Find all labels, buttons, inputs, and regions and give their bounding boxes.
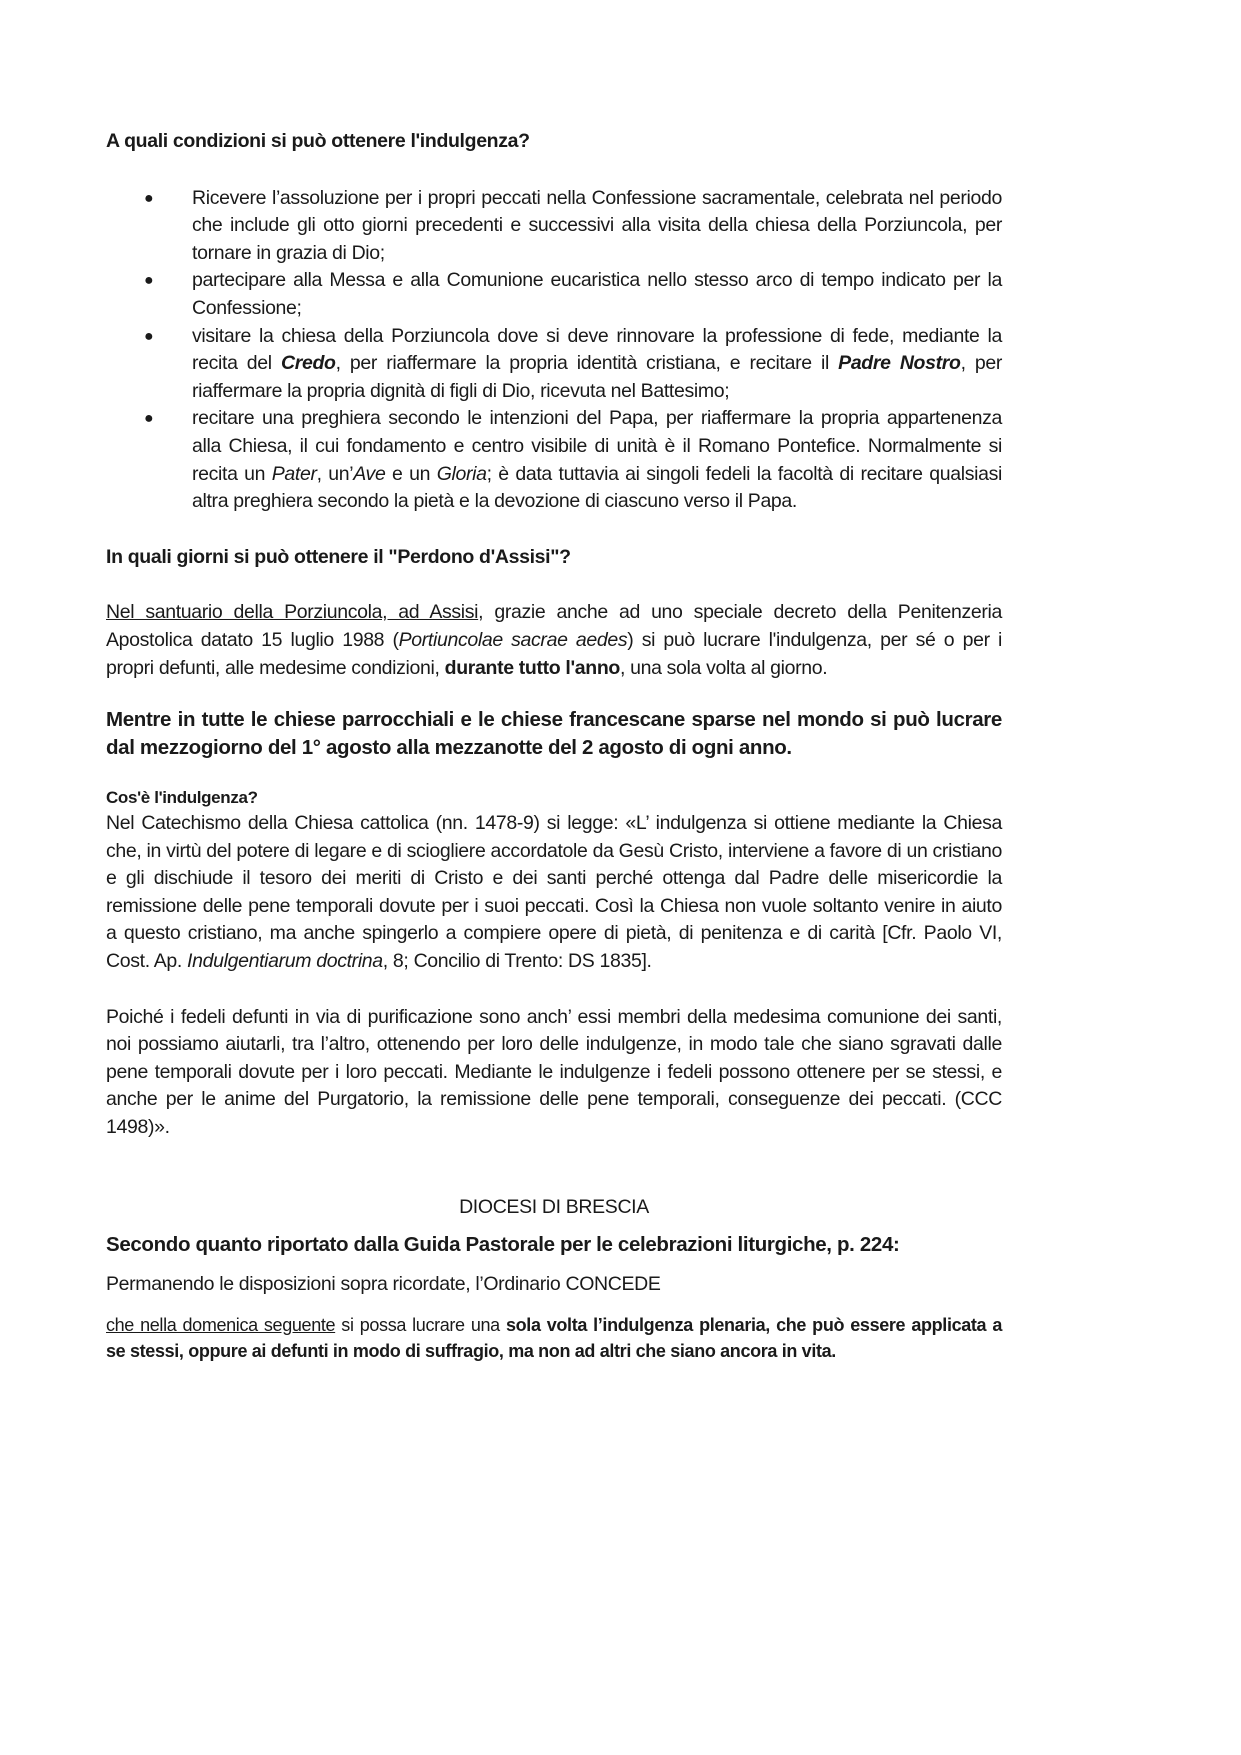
bullet-icon: ● (144, 410, 154, 428)
guide-subtitle: Secondo quanto riportato dalla Guida Pastorale per le celebrazioni liturgiche, p. 224: (106, 1233, 900, 1257)
bullet-icon: ● (144, 327, 154, 345)
diocese-title: DIOCESI DI BRESCIA (459, 1195, 649, 1218)
section-heading-days: In quali giorni si può ottenere il "Perdono d'Assisi"? (106, 545, 571, 568)
bullet-icon: ● (144, 189, 154, 207)
list-item: ● visitare la chiesa della Porziuncola dove si deve rinnovare la professione di fede, mediante la recita del Credo, per riaffermare la propria identità cristiana, e recitare il Padre Nostro, per riaffermare la propria dignità di figli di Dio, ricevuta nel Battesimo; (144, 324, 1002, 402)
deceased-paragraph: Poiché i fedeli defunti in via di purificazione sono anch’ essi membri della medesima comunione dei santi, noi possiamo aiutarli, tra l’altro, ottenendo per loro delle indulgenze, in modo tale che siano sgravati dalle pene temporali dovute per i loro peccati. Mediante le indulgenze i fedeli possono ottenere per se stessi, e anche per le anime del Purgatorio, la remissione delle pene temporali, conseguenze dei peccati. (CCC 1498)». (106, 1005, 1002, 1139)
catechism-paragraph: Nel Catechismo della Chiesa cattolica (nn. 1478-9) si legge: «L’ indulgenza si ottiene mediante la Chiesa che, in virtù del potere di legare e di sciogliere accordatole da Gesù Cristo, interviene a favore di un cristiano e gli dischiude il tesoro dei meriti di Cristo e dei santi perché ottenga dal Padre delle misericordie la remissione delle pene temporali dovute per i suoi peccati. Così la Chiesa non vuole soltanto venire in aiuto a questo cristiano, ma anche spingerlo a compiere opere di pietà, di penitenza e di carità [Cfr. Paolo VI, Cost. Ap. Indulgentiarum doctrina, 8; Concilio di Trento: DS 1835]. (106, 812, 1002, 973)
section-heading-what-is: Cos'è l'indulgenza? (106, 788, 258, 808)
porziuncola-link-text: Nel santuario della Porziuncola, ad Assisi (106, 601, 479, 624)
section-heading-conditions: A quali condizioni si può ottenere l'indulgenza? (106, 130, 530, 152)
parish-churches-paragraph: Mentre in tutte le chiese parrocchiali e le chiese francescane sparse nel mondo si può lucrare dal mezzogiorno del 1° agosto alla mezzanotte del 2 agosto di ogni anno. (106, 708, 1002, 760)
bullet-icon: ● (144, 272, 154, 290)
concession-paragraph: che nella domenica seguente si possa lucrare una sola volta l’indulgenza plenaria, che può essere applicata a se stessi, oppure ai defunti in modo di suffragio, ma non ad altri che siano ancora in vita. (106, 1315, 1003, 1362)
porziuncola-paragraph: Nel santuario della Porziuncola, ad Assisi, grazie anche ad uno speciale decreto della Penitenzeria Apostolica datato 15 luglio 1988 (Portiuncolae sacrae aedes) si può lucrare l'indulgenza, per sé o per i propri defunti, alle medesime condizioni, durante tutto l'anno, una sola volta al giorno. (106, 601, 1002, 679)
document-page (106, 128, 1002, 1364)
list-item: ● recitare una preghiera secondo le intenzioni del Papa, per riaffermare la propria appartenenza alla Chiesa, il cui fondamento e centro visibile di unità è il Romano Pontefice. Normalmente si recita un Pater, un’Ave e un Gloria; è data tuttavia ai singoli fedeli la facoltà di recitare qualsiasi altra preghiera secondo la pietà e la devozione di ciascuno verso il Papa. (144, 407, 1002, 513)
credo-term: Credo (281, 352, 336, 375)
concession-intro: Permanendo le disposizioni sopra ricordate, l’Ordinario CONCEDE (106, 1272, 661, 1295)
list-item: ● partecipare alla Messa e alla Comunione eucaristica nello stesso arco di tempo indicato per la Confessione; (144, 269, 1002, 319)
conditions-list (106, 185, 1002, 516)
padre-nostro-term: Padre Nostro (838, 352, 961, 375)
list-item: ● Ricevere l’assoluzione per i propri peccati nella Confessione sacramentale, celebrata nel periodo che include gli otto giorni precedenti e successivi alla visita della chiesa della Porziuncola, per tornare in grazia di Dio; (144, 186, 1002, 264)
